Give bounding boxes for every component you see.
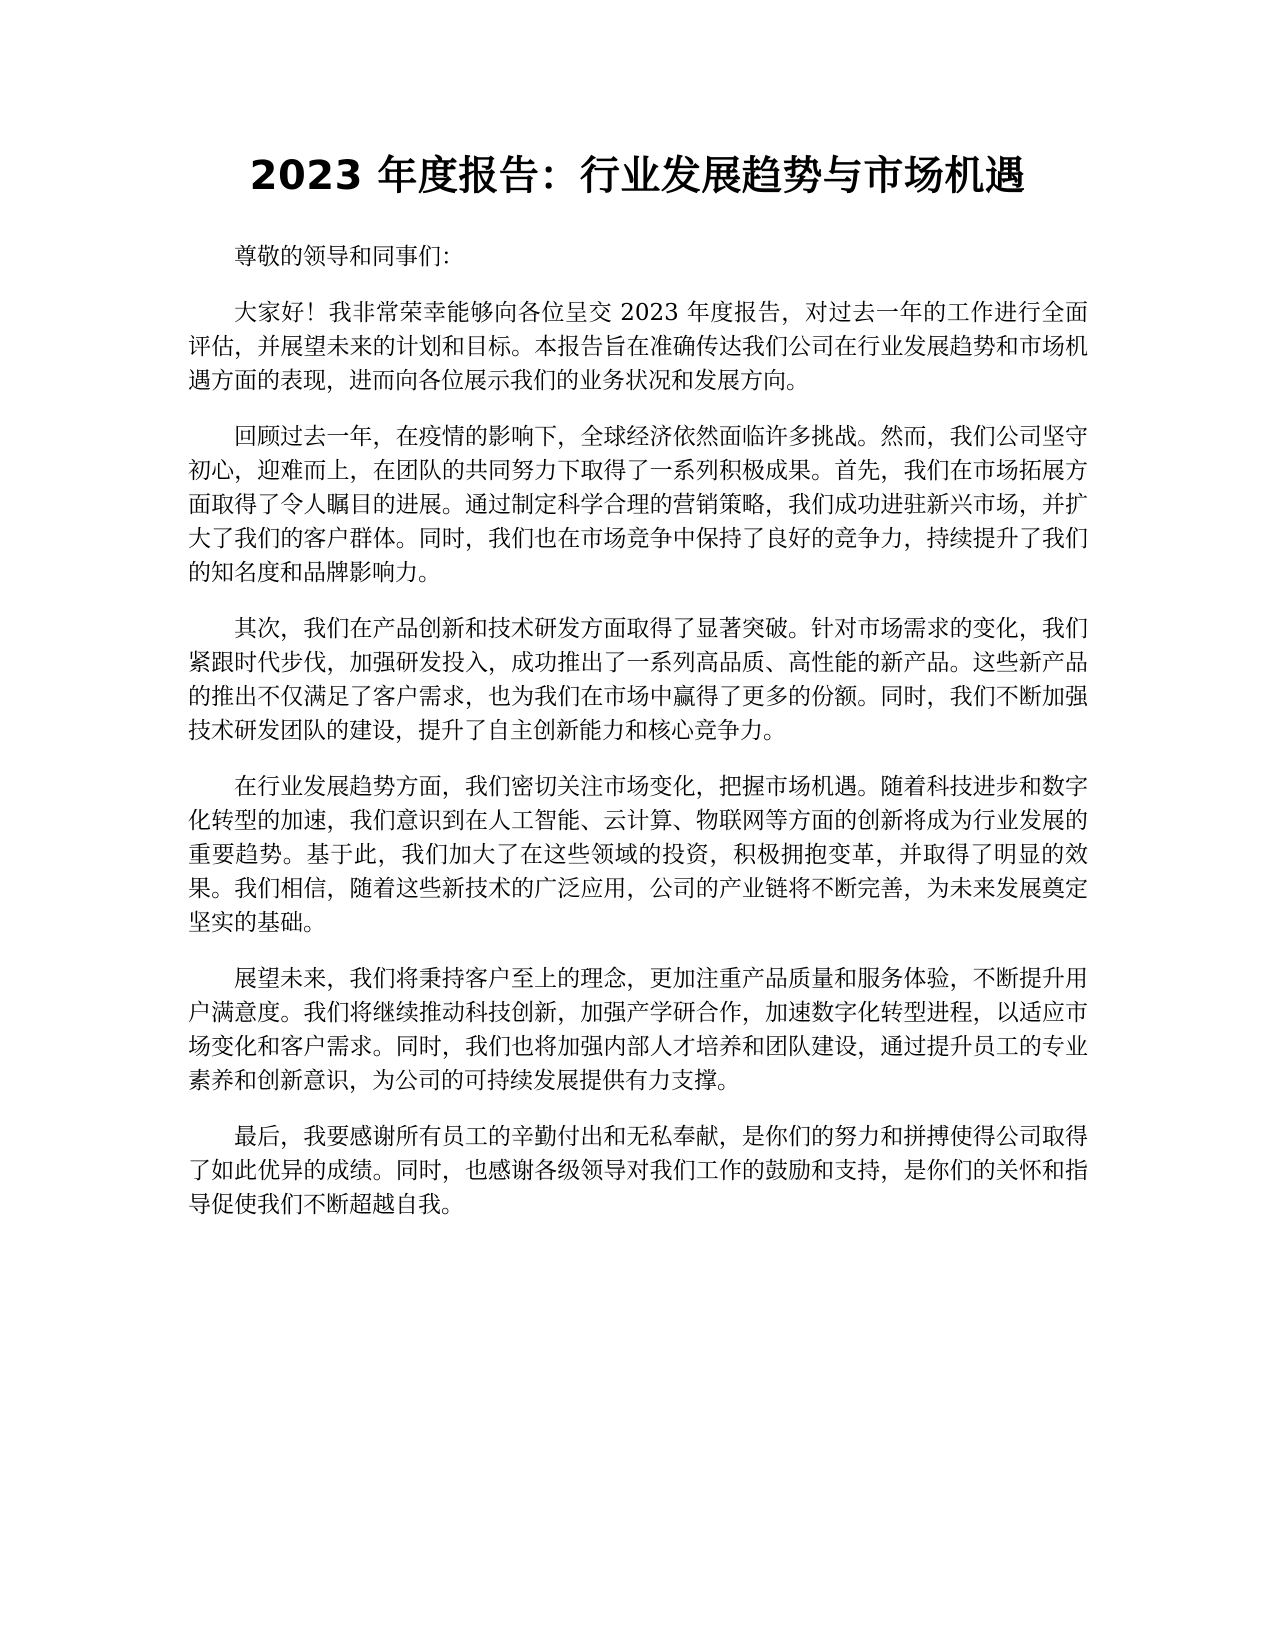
- thanks-paragraph: 最后，我要感谢所有员工的辛勤付出和无私奉献，是你们的努力和拼搏使得公司取得了如此优异的成绩。同时，也感谢各级领导对我们工作的鼓励和支持，是你们的关怀和指导促使我们不断超越自我。: [188, 1124, 1088, 1218]
- intro-paragraph: 大家好！我非常荣幸能够向各位呈交 2023 年度报告，对过去一年的工作进行全面评估，并展望未来的计划和目标。本报告旨在准确传达我们公司在行业发展趋势和市场机遇方面的表现，进而向各位展示我们的业务状况和发展方向。: [188, 300, 1088, 394]
- outlook-paragraph: 展望未来，我们将秉持客户至上的理念，更加注重产品质量和服务体验，不断提升用户满意度。我们将继续推动科技创新，加强产学研合作，加速数字化转型进程，以适应市场变化和客户需求。同时，我们也将加强内部人才培养和团队建设，通过提升员工的专业素养和创新意识，为公司的可持续发展提供有力支撑。: [188, 966, 1088, 1094]
- review-paragraph: 回顾过去一年，在疫情的影响下，全球经济依然面临许多挑战。然而，我们公司坚守初心，迎难而上，在团队的共同努力下取得了一系列积极成果。首先，我们在市场拓展方面取得了令人瞩目的进展。通过制定科学合理的营销策略，我们成功进驻新兴市场，并扩大了我们的客户群体。同时，我们也在市场竞争中保持了良好的竞争力，持续提升了我们的知名度和品牌影响力。: [188, 424, 1088, 586]
- innovation-paragraph: 其次，我们在产品创新和技术研发方面取得了显著突破。针对市场需求的变化，我们紧跟时代步伐，加强研发投入，成功推出了一系列高品质、高性能的新产品。这些新产品的推出不仅满足了客户需求，也为我们在市场中赢得了更多的份额。同时，我们不断加强技术研发团队的建设，提升了自主创新能力和核心竞争力。: [188, 616, 1088, 744]
- trends-paragraph: 在行业发展趋势方面，我们密切关注市场变化，把握市场机遇。随着科技进步和数字化转型的加速，我们意识到在人工智能、云计算、物联网等方面的创新将成为行业发展的重要趋势。基于此，我们加大了在这些领域的投资，积极拥抱变革，并取得了明显的效果。我们相信，随着这些新技术的广泛应用，公司的产业链将不断完善，为未来发展奠定坚实的基础。: [188, 774, 1088, 936]
- document-title: 2023 年度报告：行业发展趋势与市场机遇: [249, 153, 1026, 199]
- document-body: [188, 240, 1088, 1244]
- salutation-paragraph: 尊敬的领导和同事们：: [234, 244, 464, 270]
